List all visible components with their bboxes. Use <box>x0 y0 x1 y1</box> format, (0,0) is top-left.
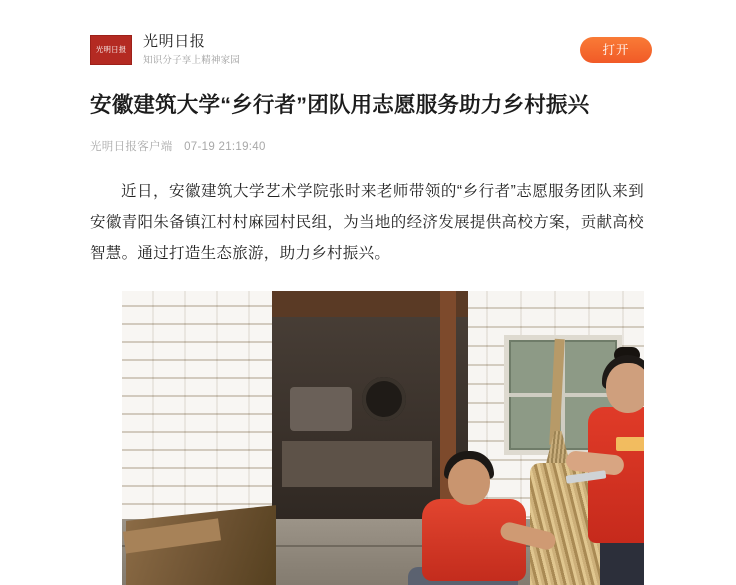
article-paragraph: 近日，安徽建筑大学艺术学院张时来老师带领的“乡行者”志愿服务团队来到安徽青阳朱备镇江村村麻园村民组，为当地的经济发展提供高校方案，贡献高校智慧。通过打造生态旅游，助力乡村振兴。 <box>90 183 644 263</box>
brand-block[interactable] <box>90 32 580 68</box>
publisher-logo-icon <box>90 35 132 65</box>
article-date: 07-19 21:19:40 <box>184 141 266 154</box>
site-header <box>0 0 736 74</box>
article-photo <box>122 291 644 585</box>
publisher-logo-text: 光明日报 <box>95 45 127 54</box>
photo-volunteer-standing-shirt-print <box>616 437 644 451</box>
photo-door-lintel <box>272 291 468 317</box>
photo-volunteer-crouching-head <box>448 459 490 505</box>
publisher-name: 光明日报 <box>143 34 206 51</box>
photo-volunteer-standing-legs <box>600 537 644 585</box>
article-meta <box>90 138 644 154</box>
photo-interior-object-wok <box>362 377 406 421</box>
photo-interior-object-table <box>282 441 432 487</box>
publisher-slogan: 知识分子享上精神家园 <box>143 54 241 66</box>
brand-text <box>143 32 240 68</box>
open-app-button[interactable]: 打开 <box>580 37 652 63</box>
article-source: 光明日报客户端 <box>90 141 173 154</box>
photo-interior-object-shelf <box>290 387 352 431</box>
article-figure <box>0 291 736 585</box>
article-body <box>0 90 736 269</box>
photo-volunteer-standing-head <box>606 363 644 413</box>
page-title: 安徽建筑大学“乡行者”团队用志愿服务助力乡村振兴 <box>90 93 590 117</box>
